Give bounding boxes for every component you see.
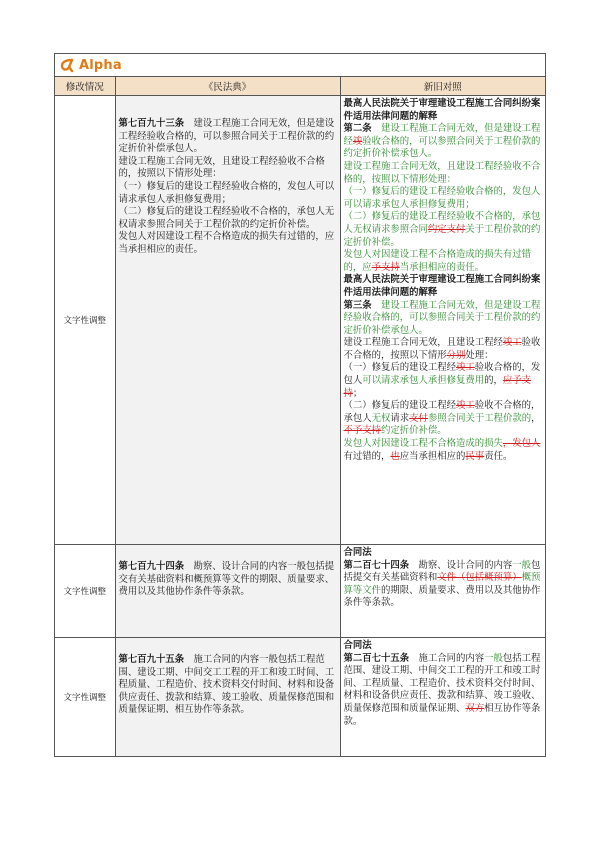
civil-code-cell [115, 545, 340, 638]
comparison-table [55, 77, 545, 756]
new-paragraph: （二）修复后的建设工程经竣工验收不合格的，承包人无权请求支付参照合同关于工程价款的，不予支持约定折价补偿。 [343, 400, 541, 437]
comparison-cell [340, 638, 545, 756]
new-paragraph: （一）修复后的建设工程经验收合格的，发包人可以请求承包人承担修复费用； [343, 186, 541, 210]
change-type-cell: 文字性调整 [55, 545, 115, 638]
comparison-cell [340, 545, 545, 638]
header-comparison: 新旧对照 [340, 77, 545, 96]
change-type-cell: 文字性调整 [55, 96, 115, 545]
table-row [55, 638, 545, 756]
civil-code-cell [115, 638, 340, 756]
old-article-794: 第七百九十四条 勘察、设计合同的内容一般包括提交有关基础资料和概预算等文件的期限、质量要求、费用以及其他协作条件等条款。 [118, 561, 335, 598]
old-article-793: 第七百九十三条 建设工程施工合同无效，但是建设工程经验收合格的，可以参照合同关于工程价款的约定折价补偿承包人。 [118, 118, 335, 155]
new-paragraph: 建设工程施工合同无效，且建设工程经验收不合格的，按照以下情形处理： [343, 160, 541, 185]
new-paragraph: 发包人对因建设工程不合格造成的损失，发包人有过错的，也应当承担相应的民事责任。 [343, 438, 541, 462]
change-type-cell: 文字性调整 [55, 638, 115, 756]
new-paragraph: （二）修复后的建设工程经验收不合格的，承包人无权请求参照合同约定支付关于工程价款的约定折价补偿。 [343, 211, 541, 248]
old-paragraph: 建设工程施工合同无效，且建设工程经验收不合格的，按照以下情形处理： [118, 155, 325, 180]
source-title: 合同法 [343, 640, 372, 651]
source-title: 合同法 [343, 547, 372, 558]
alpha-logo-icon [59, 57, 75, 73]
table-row [55, 545, 545, 638]
new-paragraph: 建设工程施工合同无效，且建设工程经竣工验收不合格的，按照以下情形分别处理： [343, 337, 541, 361]
new-article-275: 第二百七十五条 施工合同的内容一般包括工程范围、建设工期、中间交工工程的开工和竣工时间、工程质量、工程造价、技术资料交付时间、材料和设备供应责任、拨款和结算、竣工验收、质量保修范围和质量保证期、双方相互协作等条款。 [343, 652, 541, 727]
header-row [55, 77, 545, 96]
new-article-2: 第二条 建设工程施工合同无效，但是建设工程经竣验收合格的，可以参照合同关于工程价款的约定折价补偿承包人。 [343, 123, 541, 160]
brand-bar [55, 54, 545, 77]
header-civil-code: 《民法典》 [115, 77, 340, 96]
comparison-cell [340, 96, 545, 545]
old-paragraph: （一）修复后的建设工程经验收合格的，发包人可以请求承包人承担修复费用； [118, 180, 335, 205]
old-article-795: 第七百九十五条 施工合同的内容一般包括工程范围、建设工期、中间交工工程的开工和竣工时间、工程质量、工程造价、技术资料交付时间、材料和设备供应责任、拨款和结算、竣工验收、质量保修范围和质量保证期、相互协作等条款。 [118, 654, 335, 716]
new-paragraph: 发包人对因建设工程不合格造成的损失有过错的，应予支持当承担相应的责任。 [343, 249, 532, 273]
old-paragraph: 发包人对因建设工程不合格造成的损失有过错的，应当承担相应的责任。 [118, 231, 335, 255]
table-row [55, 96, 545, 545]
old-paragraph: （二）修复后的建设工程经验收不合格的，承包人无权请求参照合同关于工程价款的约定折价补偿。 [118, 206, 335, 230]
source-title: 最高人民法院关于审理建设工程施工合同纠纷案件适用法律问题的解释 [343, 98, 541, 122]
brand-name: Alpha [79, 57, 122, 73]
header-change-type: 修改情况 [55, 77, 115, 96]
new-paragraph: （一）修复后的建设工程经竣工验收合格的，发包人可以请求承包人承担修复费用的，应予支持； [343, 362, 541, 399]
civil-code-cell [115, 96, 340, 545]
source-title: 最高人民法院关于审理建设工程施工合同纠纷案件适用法律问题的解释 [343, 274, 541, 298]
new-article-3: 第三条 建设工程施工合同无效，但是建设工程经验收合格的，可以参照合同关于工程价款的约定折价补偿承包人。 [343, 299, 541, 336]
document-table [54, 53, 546, 757]
new-article-274: 第二百七十四条 勘察、设计合同的内容一般包括提交有关基础资料和文件（包括概预算）概预算等文件的期限、质量要求、费用以及其他协作条件等条款。 [343, 559, 541, 609]
